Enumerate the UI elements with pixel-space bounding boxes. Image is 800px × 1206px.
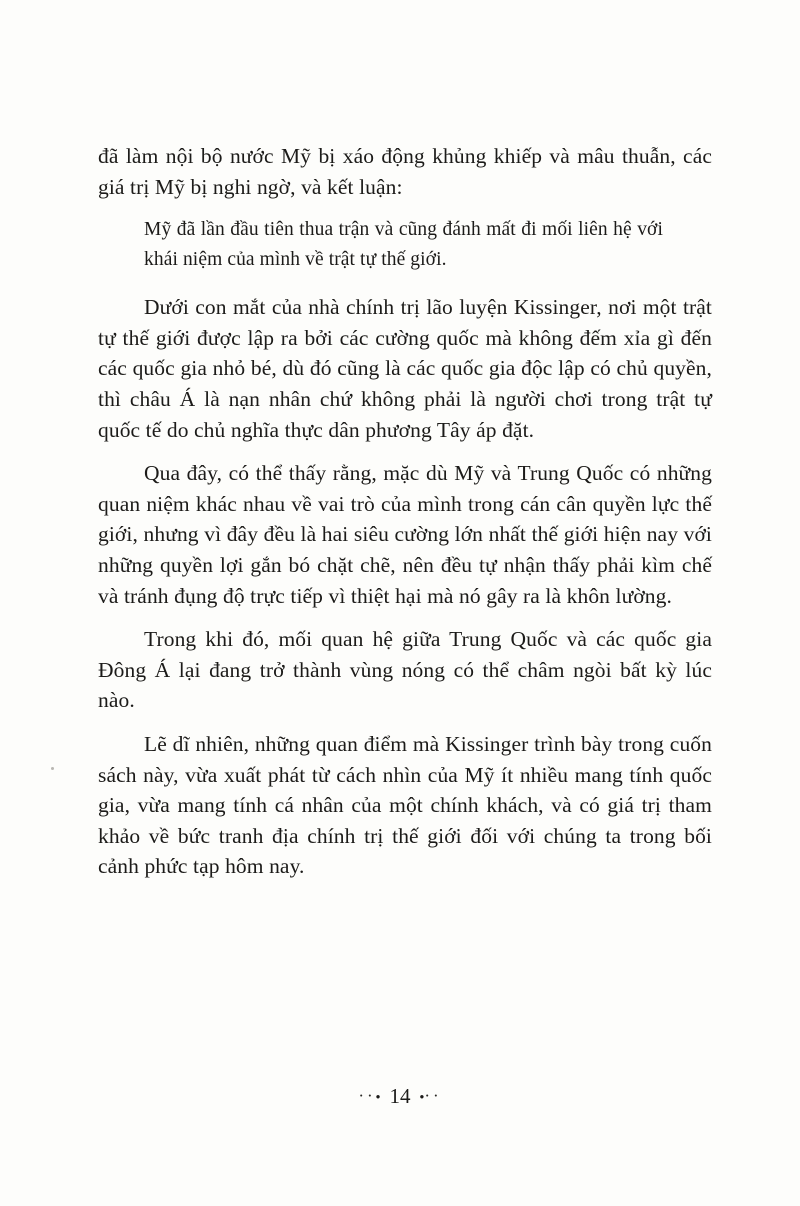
footer-right-dots: ··: [424, 1086, 442, 1105]
page-footer: [0, 1084, 800, 1109]
footer-right-bullet: ●: [419, 1092, 425, 1101]
scan-speck: [51, 767, 54, 770]
page-number: 14: [389, 1084, 411, 1108]
text-block: [98, 141, 712, 895]
paragraph-kissinger-view: Dưới con mắt của nhà chính trị lão luyện Kissinger, nơi một trật tự thế giới được lập ra bởi các cường quốc mà không đếm xỉa gì đến các quốc gia nhỏ bé, dù đó cũng là các quốc gia độc lập có chủ quyền, thì châu Á là nạn nhân chứ không phải là người chơi trong trật tự quốc tế do chủ nghĩa thực dân phương Tây áp đặt.: [98, 295, 712, 442]
block-quote: Mỹ đã lần đầu tiên thua trận và cũng đánh mất đi mối liên hệ với khái niệm của mình về trật tự thế giới.: [144, 219, 663, 271]
paragraph-continuation: đã làm nội bộ nước Mỹ bị xáo động khủng khiếp và mâu thuẫn, các giá trị Mỹ bị nghi ngờ, và kết luận:: [98, 144, 712, 199]
paragraph-conclusion: Lẽ dĩ nhiên, những quan điểm mà Kissinger trình bày trong cuốn sách này, vừa xuất phát từ cách nhìn của Mỹ ít nhiều mang tính quốc gia, vừa mang tính cá nhân của một chính khách, và có giá trị tham khảo về bức tranh địa chính trị thế giới đối với chúng ta trong bối cảnh phức tạp hôm nay.: [98, 731, 712, 879]
paragraph-us-china: Qua đây, có thể thấy rằng, mặc dù Mỹ và Trung Quốc có những quan niệm khác nhau về vai trò của mình trong cán cân quyền lực thế giới, nhưng vì đây đều là hai siêu cường lớn nhất thế giới hiện nay với những quyền lợi gắn bó chặt chẽ, nên đều tự nhận thấy phải kìm chế và tránh đụng độ trực tiếp vì thiệt hại mà nó gây ra là khôn lường.: [98, 461, 712, 608]
paragraph-east-asia: Trong khi đó, mối quan hệ giữa Trung Quốc và các quốc gia Đông Á lại đang trở thành vùng nóng có thể châm ngòi bất kỳ lúc nào.: [98, 627, 712, 713]
footer-left-dots: ··: [358, 1086, 376, 1105]
footer-left-bullet: ●: [375, 1092, 381, 1101]
